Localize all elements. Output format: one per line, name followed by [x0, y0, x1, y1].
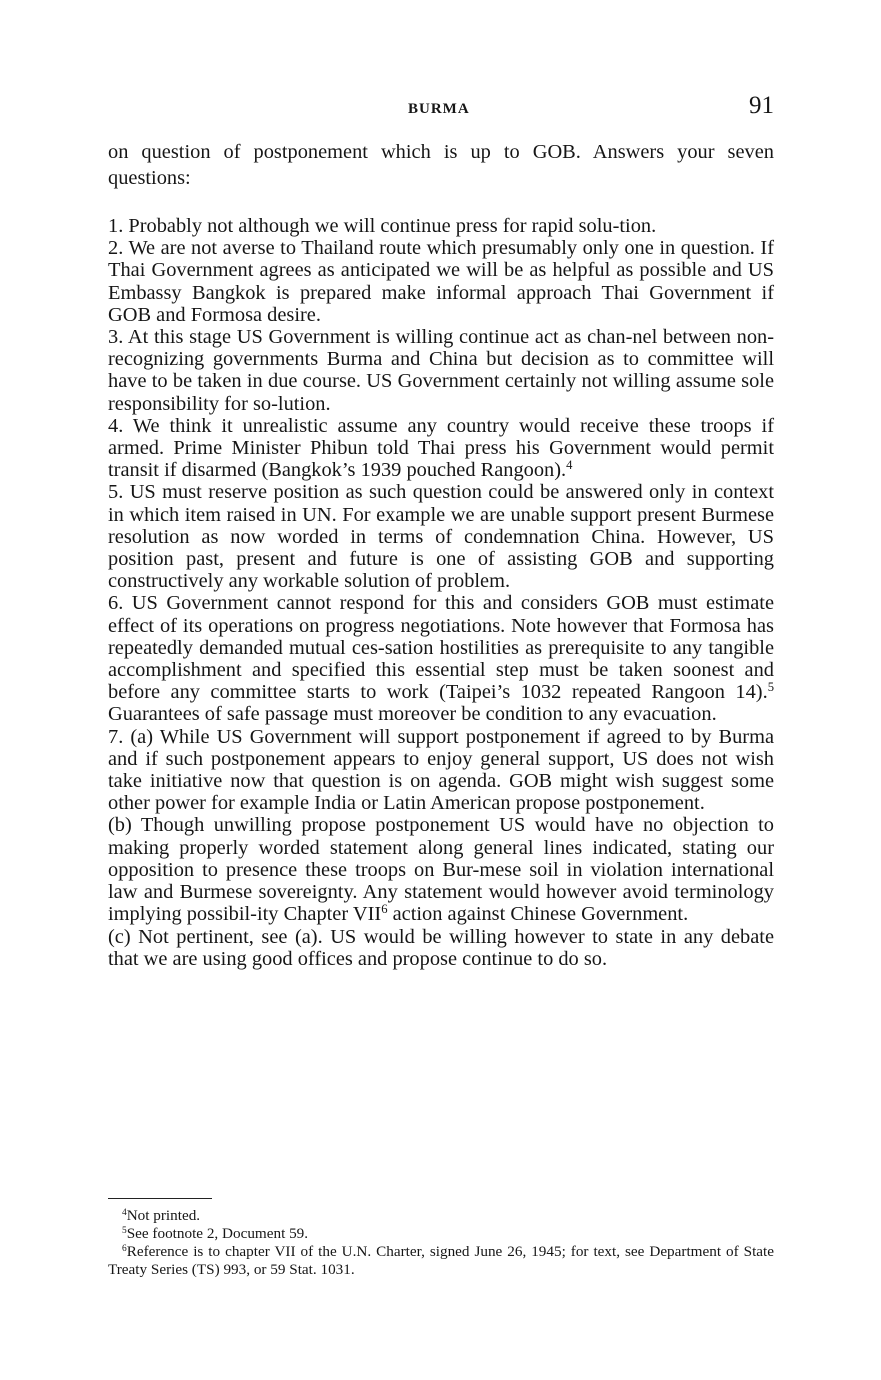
answer-item-4-text: 4. We think it unrealistic assume any country would receive these troops if armed. Prime Minister Phibun told Thai press his Government would permit transit if disarmed (Bangkok’s 1939 pouched Rangoon).	[108, 414, 774, 482]
footnote-5	[108, 1225, 774, 1243]
answer-item-4	[108, 415, 774, 482]
answer-item-7b-text-b: action against Chinese Government.	[387, 903, 689, 926]
answer-item-2: 2. We are not averse to Thailand route which presumably only one in question. If Thai Government agrees as anticipated we will be as helpful as possible and US Embassy Bangkok is prepared make informal approach Thai Government if GOB and Formosa desire.	[108, 237, 774, 326]
answer-item-7b-text-a: (b) Though unwilling propose postponement US would have no objection to making properly worded statement along general lines indicated, stating our opposition to presence these troops on Bur-mese soil in violation international law and Burmese sovereignty. Any statement would however avoid terminology implying possibil-ity Chapter VII	[108, 814, 774, 926]
footnote-5-text: See footnote 2, Document 59.	[126, 1225, 309, 1242]
footnote-rule	[108, 1198, 212, 1199]
footnote-4-text: Not printed.	[126, 1207, 201, 1224]
running-header	[108, 92, 774, 128]
page-number: 91	[749, 92, 774, 119]
body-text	[108, 139, 774, 970]
document-page	[108, 0, 774, 1380]
footnote-4	[108, 1207, 774, 1225]
footnote-ref-5: 5	[767, 680, 774, 695]
running-title: BURMA	[408, 101, 470, 117]
footnote-6	[108, 1243, 774, 1279]
answer-item-5: 5. US must reserve position as such question could be answered only in context in which item raised in UN. For example we are unable support present Burmese resolution as now worded in terms of condemnation China. However, US position past, present and future is one of assisting GOB and supporting constructively any workable solution of problem.	[108, 481, 774, 593]
answer-item-7c: (c) Not pertinent, see (a). US would be willing however to state in any debate that we are using good offices and propose continue to do so.	[108, 925, 774, 970]
footnote-ref-4: 4	[566, 458, 573, 473]
answer-item-6-text-b: Guarantees of safe passage must moreover be condition to any evacuation.	[108, 703, 717, 726]
answer-item-6	[108, 592, 774, 725]
answer-item-6-text-a: 6. US Government cannot respond for this and considers GOB must estimate effect of its operations on progress negotiations. Note however that Formosa has repeatedly demanded mutual ces-sation hostilities as prerequisite to any tangible accomplishment and specified this essential step must be taken soonest and before any committee starts to work (Taipei’s 1032 repeated Rangoon 14).	[108, 592, 774, 704]
footnote-mark-4: 4	[122, 1207, 127, 1218]
answer-item-3: 3. At this stage US Government is willing continue act as chan-nel between non-recognizing governments Burma and China but decision as to committee will have to be taken in due course. US Government certainly not willing assume sole responsibility for so-lution.	[108, 326, 774, 415]
footnotes	[108, 1207, 774, 1279]
footnote-6-text: Reference is to chapter VII of the U.N. Charter, signed June 26, 1945; for text, see Department of State Treaty Series (TS) 993, or 59 Stat. 1031.	[108, 1243, 774, 1278]
answer-item-7a: 7. (a) While US Government will support postponement if agreed to by Burma and if such postponement appears to enjoy general support, US does not wish take initiative now that question is on agenda. GOB might wish suggest some other power for example India or Latin American propose postponement.	[108, 725, 774, 815]
lead-paragraph: on question of postponement which is up to GOB. Answers your seven questions:	[108, 141, 774, 189]
footnote-ref-6: 6	[381, 902, 388, 917]
footnote-mark-5: 5	[122, 1225, 127, 1236]
answer-item-7b	[108, 814, 774, 925]
answer-item-1: 1. Probably not although we will continue press for rapid solu-tion.	[108, 215, 657, 237]
footnote-mark-6: 6	[122, 1243, 127, 1254]
